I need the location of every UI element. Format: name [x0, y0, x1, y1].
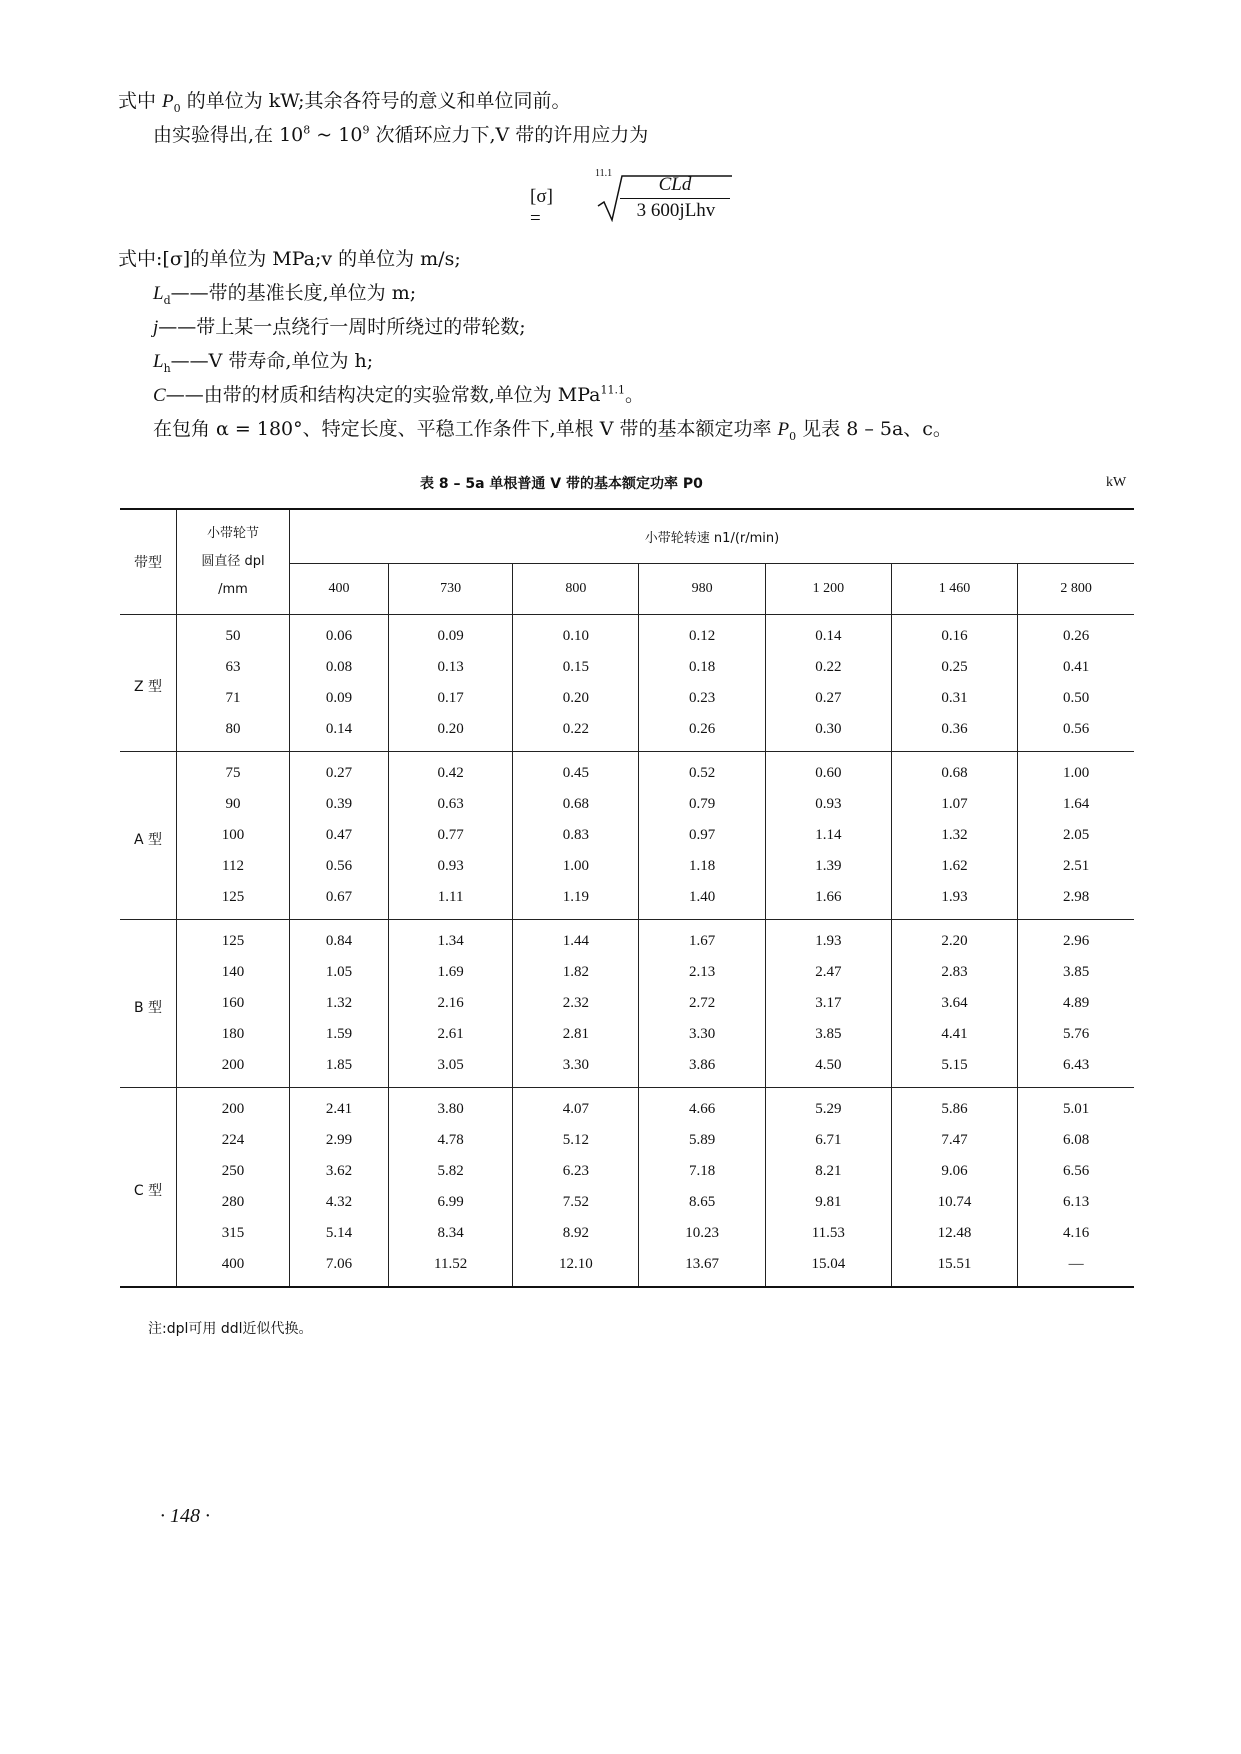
header-speed-value: 1 200 — [765, 564, 891, 615]
power-value-cell: 3.80 — [388, 1088, 512, 1126]
power-value-cell: 0.52 — [639, 752, 765, 790]
table-row — [120, 1088, 1134, 1126]
power-value-cell: 5.01 — [1018, 1088, 1134, 1126]
diameter-cell: 140 — [177, 957, 290, 988]
definition-text: ——带上某一点绕行一周时所绕过的带轮数; — [158, 316, 526, 338]
power-value-cell: 1.34 — [388, 920, 512, 958]
table-row — [120, 652, 1134, 683]
power-value-cell: 13.67 — [639, 1249, 765, 1287]
diameter-cell: 75 — [177, 752, 290, 790]
belt-type-cell: B 型 — [120, 920, 177, 1088]
power-value-cell: 1.07 — [891, 789, 1017, 820]
superscript: 8 — [303, 123, 311, 137]
diameter-cell: 224 — [177, 1125, 290, 1156]
power-value-cell: 0.42 — [388, 752, 512, 790]
diameter-cell: 125 — [177, 920, 290, 958]
page-number: · 148 · — [160, 1505, 210, 1527]
power-value-cell: 0.93 — [388, 851, 512, 882]
power-value-cell: 0.56 — [1018, 714, 1134, 752]
power-value-cell: 6.23 — [513, 1156, 639, 1187]
power-value-cell: 6.56 — [1018, 1156, 1134, 1187]
power-value-cell: 2.96 — [1018, 920, 1134, 958]
header-speed-value: 400 — [290, 564, 389, 615]
power-value-cell: 0.79 — [639, 789, 765, 820]
power-value-cell: 1.44 — [513, 920, 639, 958]
symbol-c: C — [153, 385, 166, 406]
power-value-cell: 1.40 — [639, 882, 765, 920]
power-value-cell: 2.32 — [513, 988, 639, 1019]
power-value-cell: 1.32 — [290, 988, 389, 1019]
table-unit: kW — [1106, 475, 1127, 490]
power-value-cell: 1.32 — [891, 820, 1017, 851]
power-value-cell: 0.47 — [290, 820, 389, 851]
header-speed-value: 2 800 — [1018, 564, 1134, 615]
power-value-cell: 0.26 — [1018, 615, 1134, 653]
power-value-cell: 1.19 — [513, 882, 639, 920]
header-line: /mm — [218, 582, 248, 597]
power-value-cell: 7.47 — [891, 1125, 1017, 1156]
power-value-cell: 0.31 — [891, 683, 1017, 714]
table-row — [120, 957, 1134, 988]
power-value-cell: 0.17 — [388, 683, 512, 714]
header-speed-value: 1 460 — [891, 564, 1017, 615]
superscript: 11.1 — [600, 383, 625, 397]
power-value-cell: 0.67 — [290, 882, 389, 920]
power-value-cell: 7.52 — [513, 1187, 639, 1218]
table-row — [120, 789, 1134, 820]
power-value-cell: 0.09 — [388, 615, 512, 653]
power-value-cell: 1.67 — [639, 920, 765, 958]
header-speed-value: 730 — [388, 564, 512, 615]
power-value-cell: 3.64 — [891, 988, 1017, 1019]
power-value-cell: 1.18 — [639, 851, 765, 882]
symbol-p: P — [162, 91, 174, 112]
power-value-cell: 0.08 — [290, 652, 389, 683]
table-row — [120, 851, 1134, 882]
power-value-cell: 4.32 — [290, 1187, 389, 1218]
power-value-cell: 1.11 — [388, 882, 512, 920]
power-value-cell: 5.14 — [290, 1218, 389, 1249]
power-value-cell: 0.22 — [513, 714, 639, 752]
formula-denominator: 3 600jLhv — [636, 200, 716, 221]
power-value-cell: 1.82 — [513, 957, 639, 988]
power-value-cell: 1.93 — [891, 882, 1017, 920]
header-pulley-diameter — [177, 509, 290, 615]
power-value-cell: 2.98 — [1018, 882, 1134, 920]
text-line-sigma-units: 式中:[σ]的单位为 MPa;v 的单位为 m/s; — [118, 248, 461, 270]
power-value-cell: 0.63 — [388, 789, 512, 820]
table-row — [120, 882, 1134, 920]
power-value-cell: 4.89 — [1018, 988, 1134, 1019]
power-value-cell: — — [1018, 1249, 1134, 1287]
power-value-cell: 2.47 — [765, 957, 891, 988]
power-value-cell: 0.30 — [765, 714, 891, 752]
power-value-cell: 2.05 — [1018, 820, 1134, 851]
diameter-cell: 63 — [177, 652, 290, 683]
power-value-cell: 0.14 — [765, 615, 891, 653]
table-row — [120, 920, 1134, 958]
power-value-cell: 6.71 — [765, 1125, 891, 1156]
text-fragment: ~ 10 — [310, 124, 363, 146]
header-line: 圆直径 dpl — [201, 554, 265, 569]
power-value-cell: 6.99 — [388, 1187, 512, 1218]
power-value-cell: 12.48 — [891, 1218, 1017, 1249]
table-row — [120, 1019, 1134, 1050]
power-value-cell: 11.53 — [765, 1218, 891, 1249]
diameter-cell: 50 — [177, 615, 290, 653]
power-value-cell: 3.85 — [765, 1019, 891, 1050]
power-value-cell: 2.51 — [1018, 851, 1134, 882]
header-line: 小带轮节 — [206, 526, 259, 541]
power-value-cell: 6.08 — [1018, 1125, 1134, 1156]
text-fragment: 在包角 α = 180°、特定长度、平稳工作条件下,单根 V 带的基本额定功率 — [153, 418, 778, 440]
diameter-cell: 200 — [177, 1088, 290, 1126]
power-value-cell: 1.00 — [513, 851, 639, 882]
power-value-cell: 0.16 — [891, 615, 1017, 653]
header-speed-value: 800 — [513, 564, 639, 615]
power-value-cell: 0.60 — [765, 752, 891, 790]
belt-type-cell: Z 型 — [120, 615, 177, 752]
power-value-cell: 2.41 — [290, 1088, 389, 1126]
power-value-cell: 5.82 — [388, 1156, 512, 1187]
table-row — [120, 1249, 1134, 1287]
power-value-cell: 4.50 — [765, 1050, 891, 1088]
power-value-cell: 0.23 — [639, 683, 765, 714]
diameter-cell: 315 — [177, 1218, 290, 1249]
table-caption: 表 8 – 5a 单根普通 V 带的基本额定功率 P0 — [420, 476, 703, 492]
power-value-cell: 2.72 — [639, 988, 765, 1019]
subscript: h — [163, 361, 171, 375]
text-fragment: 的单位为 kW;其余各符号的意义和单位同前。 — [180, 90, 571, 112]
power-value-cell: 0.12 — [639, 615, 765, 653]
formula-lhs: [σ] = — [530, 186, 553, 229]
power-value-cell: 5.89 — [639, 1125, 765, 1156]
power-value-cell: 1.64 — [1018, 789, 1134, 820]
power-value-cell: 5.15 — [891, 1050, 1017, 1088]
definition-lh — [153, 348, 373, 375]
text-fragment: 式中 — [118, 90, 163, 112]
power-value-cell: 8.92 — [513, 1218, 639, 1249]
power-value-cell: 5.29 — [765, 1088, 891, 1126]
power-value-cell: 0.68 — [513, 789, 639, 820]
superscript: 9 — [362, 123, 370, 137]
power-value-cell: 4.41 — [891, 1019, 1017, 1050]
diameter-cell: 160 — [177, 988, 290, 1019]
belt-type-cell: A 型 — [120, 752, 177, 920]
definition-text: ——V 带寿命,单位为 h; — [170, 350, 374, 372]
power-value-cell: 2.81 — [513, 1019, 639, 1050]
power-value-cell: 5.86 — [891, 1088, 1017, 1126]
power-value-cell: 3.05 — [388, 1050, 512, 1088]
power-value-cell: 1.00 — [1018, 752, 1134, 790]
definition-ld — [153, 280, 416, 307]
power-value-cell: 1.69 — [388, 957, 512, 988]
table-row — [120, 752, 1134, 790]
diameter-cell: 100 — [177, 820, 290, 851]
power-value-cell: 3.85 — [1018, 957, 1134, 988]
header-speed-value: 980 — [639, 564, 765, 615]
power-value-cell: 3.86 — [639, 1050, 765, 1088]
header-speed: 小带轮转速 n1/(r/min) — [290, 509, 1135, 564]
diameter-cell: 90 — [177, 789, 290, 820]
power-value-cell: 6.13 — [1018, 1187, 1134, 1218]
definition-c — [153, 382, 644, 409]
diameter-cell: 180 — [177, 1019, 290, 1050]
power-value-cell: 4.07 — [513, 1088, 639, 1126]
fraction-bar — [620, 198, 730, 199]
power-value-cell: 6.43 — [1018, 1050, 1134, 1088]
definition-text: ——带的基准长度,单位为 m; — [170, 282, 417, 304]
power-value-cell: 1.14 — [765, 820, 891, 851]
symbol-j: j — [153, 317, 159, 338]
table-row — [120, 615, 1134, 653]
power-value-cell: 0.50 — [1018, 683, 1134, 714]
table-row — [120, 1156, 1134, 1187]
table-row — [120, 820, 1134, 851]
power-value-cell: 0.25 — [891, 652, 1017, 683]
power-value-cell: 12.10 — [513, 1249, 639, 1287]
diameter-cell: 71 — [177, 683, 290, 714]
diameter-cell: 125 — [177, 882, 290, 920]
power-value-cell: 0.97 — [639, 820, 765, 851]
power-value-cell: 8.65 — [639, 1187, 765, 1218]
power-value-cell: 3.30 — [513, 1050, 639, 1088]
subscript: 0 — [789, 429, 797, 443]
table-row — [120, 683, 1134, 714]
power-value-cell: 2.13 — [639, 957, 765, 988]
power-value-cell: 0.18 — [639, 652, 765, 683]
power-value-cell: 0.41 — [1018, 652, 1134, 683]
subscript: 0 — [173, 101, 181, 115]
power-value-cell: 2.20 — [891, 920, 1017, 958]
power-value-cell: 0.20 — [513, 683, 639, 714]
power-value-cell: 3.62 — [290, 1156, 389, 1187]
power-value-cell: 4.66 — [639, 1088, 765, 1126]
belt-type-cell: C 型 — [120, 1088, 177, 1288]
power-value-cell: 1.85 — [290, 1050, 389, 1088]
power-value-cell: 3.17 — [765, 988, 891, 1019]
power-value-cell: 0.27 — [765, 683, 891, 714]
text-fragment: 见表 8 – 5a、c。 — [796, 418, 952, 440]
power-value-cell: 2.61 — [388, 1019, 512, 1050]
root-index: 11.1 — [595, 168, 613, 179]
power-value-cell: 1.05 — [290, 957, 389, 988]
power-value-cell: 0.20 — [388, 714, 512, 752]
power-value-cell: 0.06 — [290, 615, 389, 653]
symbol-l: L — [153, 283, 164, 304]
symbol-p: P — [777, 419, 790, 440]
text-fragment: 由实验得出,在 10 — [153, 124, 304, 146]
power-value-cell: 0.83 — [513, 820, 639, 851]
power-value-cell: 2.99 — [290, 1125, 389, 1156]
power-value-cell: 0.45 — [513, 752, 639, 790]
power-value-cell: 3.30 — [639, 1019, 765, 1050]
header-belt-type: 带型 — [120, 509, 177, 615]
power-value-cell: 15.51 — [891, 1249, 1017, 1287]
power-value-cell: 0.13 — [388, 652, 512, 683]
power-value-cell: 0.84 — [290, 920, 389, 958]
power-value-cell: 8.21 — [765, 1156, 891, 1187]
power-value-cell: 7.18 — [639, 1156, 765, 1187]
diameter-cell: 112 — [177, 851, 290, 882]
power-value-cell: 1.66 — [765, 882, 891, 920]
power-value-cell: 0.68 — [891, 752, 1017, 790]
rated-power-table — [120, 508, 1134, 1288]
power-value-cell: 1.62 — [891, 851, 1017, 882]
table-row — [120, 714, 1134, 752]
table-row — [120, 1218, 1134, 1249]
text-line-rated-power — [153, 416, 952, 443]
power-value-cell: 2.83 — [891, 957, 1017, 988]
definition-text: ——由带的材质和结构决定的实验常数,单位为 MPa — [165, 384, 601, 406]
power-value-cell: 11.52 — [388, 1249, 512, 1287]
power-value-cell: 5.12 — [513, 1125, 639, 1156]
power-value-cell: 10.23 — [639, 1218, 765, 1249]
power-value-cell: 5.76 — [1018, 1019, 1134, 1050]
power-value-cell: 7.06 — [290, 1249, 389, 1287]
table-note: 注:dpl可用 ddl近似代换。 — [148, 1321, 313, 1337]
table-row — [120, 1187, 1134, 1218]
power-value-cell: 0.27 — [290, 752, 389, 790]
table-row — [120, 1050, 1134, 1088]
power-value-cell: 0.09 — [290, 683, 389, 714]
text-fragment: 。 — [624, 384, 644, 406]
power-value-cell: 1.59 — [290, 1019, 389, 1050]
diameter-cell: 280 — [177, 1187, 290, 1218]
power-value-cell: 15.04 — [765, 1249, 891, 1287]
definition-j — [153, 314, 526, 341]
symbol-l: L — [153, 351, 164, 372]
text-line-units — [118, 88, 571, 115]
power-value-cell: 0.14 — [290, 714, 389, 752]
power-value-cell: 4.78 — [388, 1125, 512, 1156]
diameter-cell: 400 — [177, 1249, 290, 1287]
table-row — [120, 1125, 1134, 1156]
power-value-cell: 1.93 — [765, 920, 891, 958]
power-value-cell: 0.36 — [891, 714, 1017, 752]
power-value-cell: 0.93 — [765, 789, 891, 820]
power-value-cell: 1.39 — [765, 851, 891, 882]
diameter-cell: 80 — [177, 714, 290, 752]
diameter-cell: 200 — [177, 1050, 290, 1088]
power-value-cell: 0.22 — [765, 652, 891, 683]
power-value-cell: 10.74 — [891, 1187, 1017, 1218]
power-value-cell: 2.16 — [388, 988, 512, 1019]
power-value-cell: 0.39 — [290, 789, 389, 820]
formula-numerator: CLd — [658, 174, 692, 195]
power-value-cell: 0.56 — [290, 851, 389, 882]
power-value-cell: 0.15 — [513, 652, 639, 683]
power-value-cell: 9.06 — [891, 1156, 1017, 1187]
subscript: d — [163, 293, 171, 307]
power-value-cell: 4.16 — [1018, 1218, 1134, 1249]
text-fragment: 次循环应力下,V 带的许用应力为 — [369, 124, 649, 146]
power-value-cell: 9.81 — [765, 1187, 891, 1218]
diameter-cell: 250 — [177, 1156, 290, 1187]
power-value-cell: 0.77 — [388, 820, 512, 851]
power-value-cell: 8.34 — [388, 1218, 512, 1249]
power-value-cell: 0.10 — [513, 615, 639, 653]
text-line-experiment — [153, 122, 648, 148]
power-value-cell: 0.26 — [639, 714, 765, 752]
table-row — [120, 988, 1134, 1019]
